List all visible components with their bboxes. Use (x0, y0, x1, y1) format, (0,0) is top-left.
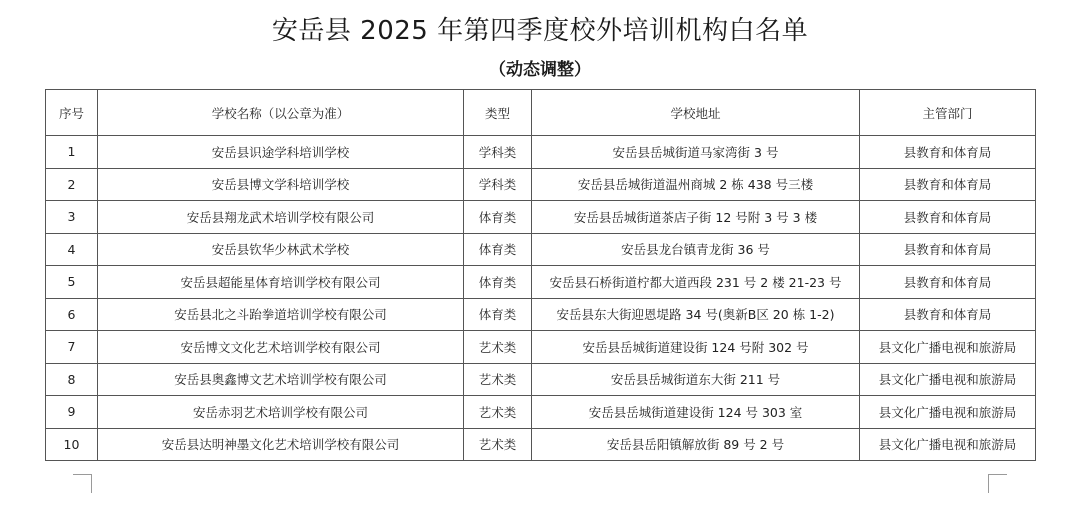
cell-type: 学科类 (464, 168, 532, 201)
cell-department: 县教育和体育局 (860, 298, 1036, 331)
cell-index: 9 (46, 396, 98, 429)
cell-index: 3 (46, 201, 98, 234)
table-row (46, 428, 1036, 461)
whitelist-table (45, 89, 1036, 461)
header-school-name: 学校名称（以公章为准） (98, 90, 464, 136)
cell-school-name: 安岳县北之斗跆拳道培训学校有限公司 (98, 298, 464, 331)
table-row (46, 266, 1036, 299)
cell-school-name: 安岳县博文学科培训学校 (98, 168, 464, 201)
cell-school-name: 安岳博文文化艺术培训学校有限公司 (98, 331, 464, 364)
cell-address: 安岳县岳城街道东大街 211 号 (532, 363, 860, 396)
cell-school-name: 安岳县识途学科培训学校 (98, 136, 464, 169)
cell-type: 学科类 (464, 136, 532, 169)
cell-department: 县教育和体育局 (860, 266, 1036, 299)
document-title: 安岳县 2025 年第四季度校外培训机构白名单 (271, 16, 809, 46)
cell-type: 艺术类 (464, 396, 532, 429)
cell-index: 1 (46, 136, 98, 169)
header-department: 主管部门 (860, 90, 1036, 136)
cell-type: 体育类 (464, 233, 532, 266)
cell-type: 艺术类 (464, 428, 532, 461)
document-subtitle: （动态调整） (489, 60, 591, 80)
cell-address: 安岳县岳城街道茶店子街 12 号附 3 号 3 楼 (532, 201, 860, 234)
header-index: 序号 (46, 90, 98, 136)
table-body (46, 136, 1036, 461)
table-row (46, 331, 1036, 364)
table-row (46, 233, 1036, 266)
table-row (46, 168, 1036, 201)
cell-type: 体育类 (464, 201, 532, 234)
cell-address: 安岳县龙台镇青龙街 36 号 (532, 233, 860, 266)
table-row (46, 363, 1036, 396)
header-address: 学校地址 (532, 90, 860, 136)
cell-school-name: 安岳赤羽艺术培训学校有限公司 (98, 396, 464, 429)
cell-address: 安岳县岳城街道建设街 124 号附 302 号 (532, 331, 860, 364)
cell-address: 安岳县岳城街道马家湾街 3 号 (532, 136, 860, 169)
cell-index: 2 (46, 168, 98, 201)
cell-index: 10 (46, 428, 98, 461)
table-row (46, 298, 1036, 331)
cell-index: 8 (46, 363, 98, 396)
cell-department: 县教育和体育局 (860, 201, 1036, 234)
cell-department: 县文化广播电视和旅游局 (860, 363, 1036, 396)
cell-school-name: 安岳县翔龙武术培训学校有限公司 (98, 201, 464, 234)
cell-school-name: 安岳县超能星体育培训学校有限公司 (98, 266, 464, 299)
cell-address: 安岳县东大街迎恩堤路 34 号(奥新B区 20 栋 1-2) (532, 298, 860, 331)
cell-department: 县教育和体育局 (860, 168, 1036, 201)
cell-index: 5 (46, 266, 98, 299)
cell-type: 体育类 (464, 298, 532, 331)
cell-type: 艺术类 (464, 363, 532, 396)
cell-address: 安岳县岳阳镇解放街 89 号 2 号 (532, 428, 860, 461)
table-row (46, 136, 1036, 169)
cell-department: 县文化广播电视和旅游局 (860, 428, 1036, 461)
cell-index: 6 (46, 298, 98, 331)
cell-department: 县文化广播电视和旅游局 (860, 331, 1036, 364)
cell-index: 7 (46, 331, 98, 364)
cell-department: 县文化广播电视和旅游局 (860, 396, 1036, 429)
cell-address: 安岳县石桥街道柠都大道西段 231 号 2 楼 21-23 号 (532, 266, 860, 299)
cell-school-name: 安岳县钦华少林武术学校 (98, 233, 464, 266)
cell-department: 县教育和体育局 (860, 233, 1036, 266)
cell-type: 体育类 (464, 266, 532, 299)
header-type: 类型 (464, 90, 532, 136)
header-row (46, 90, 1036, 136)
cell-school-name: 安岳县奥鑫博文艺术培训学校有限公司 (98, 363, 464, 396)
page-corner-mark-left (73, 474, 92, 493)
table-row (46, 396, 1036, 429)
cell-address: 安岳县岳城街道温州商城 2 栋 438 号三楼 (532, 168, 860, 201)
cell-department: 县教育和体育局 (860, 136, 1036, 169)
table-header (46, 90, 1036, 136)
cell-type: 艺术类 (464, 331, 532, 364)
page-corner-mark-right (988, 474, 1007, 493)
cell-address: 安岳县岳城街道建设街 124 号 303 室 (532, 396, 860, 429)
cell-index: 4 (46, 233, 98, 266)
cell-school-name: 安岳县达明神墨文化艺术培训学校有限公司 (98, 428, 464, 461)
table-row (46, 201, 1036, 234)
